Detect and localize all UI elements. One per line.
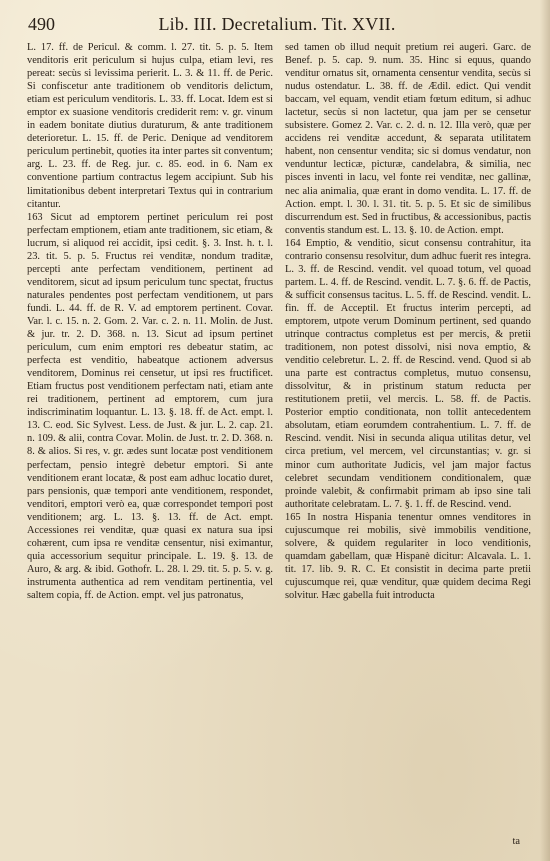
page-header — [28, 14, 526, 38]
paragraph: L. 17. ff. de Pericul. & comm. l. 27. tit. 5. p. 5. Item venditoris erit periculum si hujus culpa, etiam levi, res pereat: secùs si levissima perierit. L. 3. & 11. ff. de Peric. Si confiscetur ante traditionem ob venditoris delictum, etiam est periculum venditoris. L. 33. ff. Locat. Idem est si emptor ex suasione venditoris crediderit rem: v. gr. vinum in eadem bonitate diutius duraturum, & ante traditionem deterioretur. L. 15. ff. de Peric. Denique ad venditorem periculum pertinebit, quoties ita inter partes sit conventum; arg. L. 23. ff. de Reg. jur. c. 85. eod. in 6. Nam ex conventione partium contractus legem accipiunt. Sub his limitationibus debent interpretari Textus qui in contrarium citantur. — [27, 42, 273, 210]
page-edge-shadow — [540, 0, 550, 861]
paragraph: 164 Emptio, & venditio, sicut consensu contrahitur, ita contrario consensu resolvitur, dum adhuc fuerit res integra. L. 3. ff. de Rescind. vendit. vel quoad totum, vel quoad partem. L. 4. ff. de Rescind. vendit. L. 7. §. 6. ff. de Pactis, & sufficit consensus tacitus. L. 5. ff. de Rescind. vendit. L. fin. ff. de Acceptil. Et fructus interim percepti, ad emptorem, utpote verum Dominum pertinent, sed quando utrinque contractus completus est per mercis, & pretii traditionem, non potest dissolvi, nisi nova emptio, & venditio celebretur. L. 2. ff. de Rescind. vend. Quod si ab una parte est contractus completus, mutuo consensu, dissolvitur, & in pristinum statum reducta per restitutionem pretii, vel mercis. L. 58. ff. de Pactis. Posterior emptio conditionata, non tollit antecedentem absolutam, etiam eorumdem contrahentium. L. 7. ff. de Rescind. vendit. Nisi in secunda aliqua utilitas detur, vel circa pretium, vel mercem, vel circunstantias; v. gr. si minor cum authoritate Judicis, vel jam major factus celebret secundam venditionem conditionalem, quæ proinde valebit, & confirmabit primam ab ipso sine tali authoritate celebratam. L. 7. §. 1. ff. de Rescind. vend. — [285, 237, 531, 510]
catchword: ta — [512, 836, 520, 847]
paragraph: 165 In nostra Hispania tenentur omnes venditores in cujuscumque rei mobilis, sivè immobilis venditione, solvere, & quidem regulariter in loco venditionis, quamdam gabellam, quæ Hispanè dicitur: Alcavala. L. 1. tit. 17. lib. 9. R. C. Et consistit in decima parte pretii cujuscumque rei, quæ venditur, quæ quidem decima Regi solvitur. Hæc gabella fuit introducta — [285, 511, 531, 601]
page-number: 490 — [28, 14, 55, 34]
right-column — [285, 41, 531, 602]
paragraph: sed tamen ob illud nequit pretium rei augeri. Garc. de Benef. p. 5. cap. 9. num. 35. Hinc si equus, quando venditur ornatus sit, ornamenta censentur vendita, secùs si nudus ostendatur. L. 38. ff. de Ædil. edict. Qui vendit baccam, vel equam, vendit etiam fœtum editum, si adhuc lactetur, secùs si non lactetur, qua jam per se censetur subsistere. Gomez 2. Var. c. 2. d. n. 12. Illa verò, quæ per accidens rei venditæ accedunt, & separata utilitatem habent, non censentur vendita; sic si domus vendatur, non venduntur lecticæ, picturæ, candelabra, & similia, nec pisces inventi in lacu, vel fonte rei venditæ, nec gallinæ, nec alia animalia, quæ erant in domo vendita. L. 17. ff. de Action. empt. l. 30. l. 31. tit. 5. p. 5. Et sic de similibus discurrendum est. Sed in fructibus, & accessionibus, pactis conventis standum est. L. 13. §. 10. de Action. empt. — [285, 42, 531, 236]
left-column — [27, 41, 273, 602]
running-title: Lib. III. Decretalium. Tit. XVII. — [158, 14, 396, 34]
paragraph: 163 Sicut ad emptorem pertinet periculum rei post perfectam emptionem, etiam ante traditionem, sic etiam, & lucrum, si aliquod rei accidit, ipsi cedit. §. 3. Inst. h. t. l. 23. tit. 5. p. 5. Fructus rei venditæ, nondum traditæ, percepti ante perfectam venditionem, pertinent ad venditorem, sicut ad ipsum periculum tunc spectat, fructus naturales pendentes post perfectam venditionem, ut pars fundi. L. 44. ff. de R. V. ad emptorem pertinent. Covar. Var. l. c. 15. n. 2. Gom. 2. Var. c. 2. n. 11. Molin. de Just. & jur. tr. 2. D. 368. n. 13. Sicut ad ipsum pertinet periculum, cum enim emptori res debeatur statim, ac perfecta est venditio, habeatque actionem adversus venditorem, Dominus rei censetur, ut ipsi res fructificet. Etiam fructus post venditionem perfectam nati, etiam ante rei traditionem, pertinent ad emptorem, cum jura indiscriminatim loquantur. L. 13. §. 18. ff. de Act. empt. l. 13. C. eod. Sic Sylvest. Less. de Just. & jur. L. 2. cap. 21. n. 109. & alii, contra Covar. Molin. de Just. tr. 2. D. 368. n. 8. & alios. Si res, v. gr. ædes sunt locatæ post venditionem perfectam, pensio integrè debetur emptori. Si ante venditionem erant locatæ, & post eam adhuc locatio duret, pars pensionis, quæ tempori ante venditionem, respondet, venditori, emptori verò ea, quæ correspondet tempori post venditionem; arg. L. 13. §. 13. ff. de Act. empt. Accessiones rei venditæ, quæ quasi ex natura sua ipsi cohærent, cum ipsa re venditæ censentur, nisi eximantur, quia accessorium sequitur principale. L. 19. §. 13. de Auro, & arg. & ibid. Gothofr. L. 28. l. 29. tit. 5. p. 5. v. g. instrumenta authentica ad rem venditam pertinentia, vel saltem copia, ff. de Action. empt. vel jus patronatus, — [27, 211, 273, 601]
